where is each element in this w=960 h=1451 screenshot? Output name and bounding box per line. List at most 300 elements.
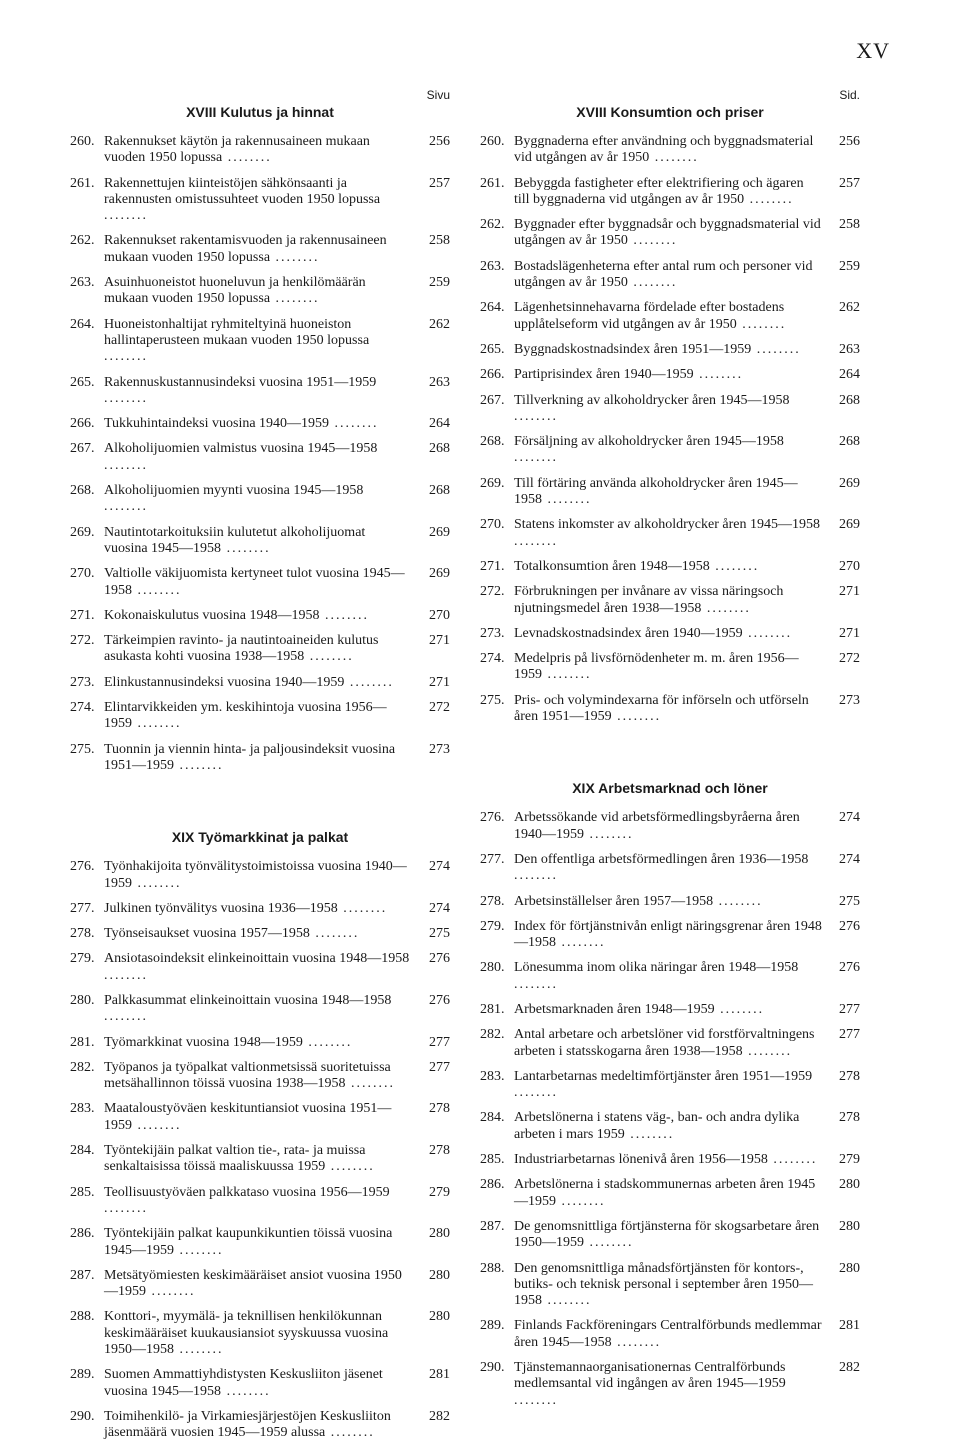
entry-body [514,476,822,509]
leader-dots: ........ [104,390,148,406]
leader-dots: ........ [270,291,320,307]
leader-dots: ........ [611,1334,662,1350]
entry-body [514,626,822,642]
toc-entry [70,901,450,917]
entry-gap [70,984,450,993]
entry-title: Byggnader efter byggnadsår och byggnadsmaterial vid utgången av år 1950 [514,217,821,249]
page-column-header: Sivu [426,88,450,102]
entry-title: Valtiolle väkijuomista kertyneet tulot vuosina 1945—1958 [104,566,405,598]
entry-gap [480,993,860,1002]
entry-body [514,919,822,952]
entry-page: 276 [839,960,860,976]
entry-number: 286. [480,1177,505,1193]
entry-page: 280 [839,1218,860,1234]
leader-dots: ........ [104,499,148,515]
entry-number: 276. [70,859,95,875]
entry-page: 264 [429,416,450,432]
entry-gap [480,1018,860,1027]
entry-gap [70,308,450,317]
entry-title: Byggnadskostnadsindex åren 1951—1959 [514,341,752,357]
entry-page: 271 [839,625,860,641]
leader-dots: ........ [742,625,793,641]
page-number: XV [856,38,890,63]
entry-number: 272. [480,584,505,600]
entry-body [514,217,822,250]
entry-title: Elinkustannusindeksi vuosina 1940—1959 [104,674,345,690]
entry-number: 286. [70,1226,95,1242]
entry-title: Lönesumma inom olika näringar åren 1948—1958 [514,960,799,976]
entry-page: 278 [429,1143,450,1159]
left-sections [70,88,450,1451]
entry-body [104,675,412,691]
entry-page: 277 [429,1034,450,1050]
entry-body [104,483,412,516]
entry-gap [480,333,860,342]
entry-number: 279. [480,918,505,934]
entry-title: Partiprisindex åren 1940—1959 [514,367,694,383]
entry-body [104,608,412,624]
entry-page: 272 [839,651,860,667]
entry-body [104,375,412,408]
entry-number: 263. [480,258,505,274]
entry-gap [480,725,860,734]
leader-dots: ........ [514,1392,558,1408]
entry-gap [70,516,450,525]
entry-title: Försäljning av alkoholdrycker åren 1945—1958 [514,434,784,450]
entry-title: Rakennuskustannusindeksi vuosina 1951—1959 [104,374,377,390]
entry-number: 285. [70,1184,95,1200]
toc-entry [480,626,860,642]
entry-body [104,566,412,599]
entry-page: 268 [429,441,450,457]
leader-dots: ........ [104,349,148,365]
entry-gap [480,1060,860,1069]
entry-body [514,517,822,550]
entry-title: Konttori-, myymälä- ja teknillisen henkilökunnan keskimääräiset kuukausiansiot syyskuussa vuosina 1950—1958 [104,1309,389,1358]
entry-page: 269 [429,524,450,540]
entry-page: 270 [839,558,860,574]
entry-gap [70,557,450,566]
toc-entry [480,259,860,292]
entry-body [514,1318,822,1351]
entry-gap [70,917,450,926]
entry-page: 269 [839,517,860,533]
entry-title: Työpanos ja työpalkat valtionmetsissä suoritetuissa metsähallinnon töissä vuosina 1938—1958 [104,1059,391,1092]
entry-title: De genomsnittliga förtjänsterna för skogsarbetare åren 1950—1959 [514,1218,820,1251]
entry-body [514,1219,822,1252]
entry-page: 276 [429,951,450,967]
leader-dots: ........ [584,1235,634,1251]
entry-body [514,259,822,292]
entry-title: Medelpris på livsförnödenheter m. m. åren 1956—1959 [514,651,799,683]
toc-entry [480,894,860,910]
toc-entry [70,134,450,167]
entry-page: 281 [839,1318,860,1334]
entry-body [514,342,822,358]
toc-entry [480,1318,860,1351]
leader-dots: ........ [319,607,369,623]
entry-number: 278. [70,926,95,942]
entry-gap [480,684,860,693]
entry-number: 265. [70,374,95,390]
toc-entry [480,342,860,358]
entry-title: Den offentliga arbetsförmedlingen åren 1936—1958 [514,851,809,867]
entry-page: 270 [429,607,450,623]
entry-title: Bostadslägenheterna efter antal rum och personer vid utgången av år 1950 [514,258,813,291]
entry-number: 264. [480,300,505,316]
entry-title: Levnadskostnadsindex åren 1940—1959 [514,625,743,641]
entry-gap [70,1259,450,1268]
entry-number: 290. [70,1408,95,1424]
leader-dots: ........ [556,1193,606,1209]
toc-entry [480,919,860,952]
leader-dots: ........ [709,558,760,574]
entry-title: Industriarbetarnas lönenivå åren 1956—1958 [514,1152,768,1168]
entry-body [514,693,822,726]
entry-title: Rakennukset rakentamisvuoden ja rakennusaineen mukaan vuoden 1950 lopussa [104,233,387,265]
entry-gap [70,1176,450,1185]
entry-page: 271 [429,674,450,690]
entry-page: 282 [839,1360,860,1376]
entry-page: 272 [429,700,450,716]
entry-gap [70,774,450,783]
entry-number: 264. [70,316,95,332]
toc-entry [70,1185,450,1218]
leader-dots: ........ [542,492,592,508]
entry-page: 273 [429,741,450,757]
toc-entry [480,1069,860,1102]
entry-gap [480,1168,860,1177]
entry-body [104,1101,412,1134]
entry-title: Julkinen työnvälitys vuosina 1936—1958 [104,900,338,916]
entry-number: 261. [480,175,505,191]
entry-gap [70,1442,450,1451]
entry-page: 282 [429,1408,450,1424]
entry-gap [70,266,450,275]
leader-dots: ........ [302,1034,353,1050]
toc-entry [480,393,860,426]
page-column-header: Sid. [839,88,860,102]
toc-entry [70,926,450,942]
leader-dots: ........ [104,1009,148,1025]
toc-entry [480,810,860,843]
entry-page: 280 [429,1226,450,1242]
entry-page: 279 [429,1184,450,1200]
entry-title: Alkoholijuomien myynti vuosina 1945—1958 [104,483,364,499]
entry-title: Työntekijäin palkat kaupunkikuntien töissä vuosina 1945—1959 [104,1226,393,1258]
entry-body [514,894,822,910]
entry-title: Työntekijäin palkat valtion tie-, rata- ja muissa senkaltaisissa töissä maaliskuussa 1959 [104,1143,366,1175]
entry-number: 273. [480,625,505,641]
entry-body [104,525,412,558]
leader-dots: ........ [714,1001,765,1017]
entry-page: 258 [429,233,450,249]
entry-number: 263. [70,275,95,291]
entry-number: 284. [70,1143,95,1159]
entry-title: Elintarvikkeiden ym. keskihintoja vuosina 1956—1959 [104,700,387,732]
entry-number: 266. [70,416,95,432]
leader-dots: ........ [611,709,662,725]
leader-dots: ........ [104,457,148,473]
entry-gap [480,1409,860,1418]
entry-page: 275 [839,893,860,909]
entry-page: 256 [839,134,860,149]
entry-number: 281. [70,1034,95,1050]
section-heading: XVIII Kulutus ja hinnat [186,104,334,120]
leader-dots: ........ [542,667,592,683]
entry-gap [70,892,450,901]
leader-dots: ........ [221,1383,271,1399]
toc-entry [480,852,860,885]
leader-dots: ........ [270,249,320,265]
entry-gap [70,733,450,742]
toc-entry [480,176,860,209]
entry-page: 264 [839,367,860,383]
entry-title: Tuonnin ja viennin hinta- ja paljousindeksit vuosina 1951—1959 [104,741,396,773]
entry-body [104,416,412,432]
entry-title: Bebyggda fastigheter efter elektrifiering och ägaren till byggnaderna vid utgången av år 1950 [514,175,804,207]
toc-entry [70,1101,450,1134]
entry-page: 268 [839,434,860,450]
entry-title: Ansiotasoindeksit elinkeinoittain vuosina 1948—1958 [104,951,410,967]
entry-page: 274 [429,900,450,916]
entry-body [104,993,412,1026]
toc-entry [480,134,860,167]
entry-number: 261. [70,175,95,191]
toc-entry [480,517,860,550]
entry-body [104,633,412,666]
entry-gap [480,575,860,584]
toc-entry [70,675,450,691]
toc-entry [70,441,450,474]
leader-dots: ........ [325,1425,375,1441]
entry-title: Statens inkomster av alkoholdrycker åren 1945—1958 [514,517,820,533]
entry-body [514,393,822,426]
entry-body [514,176,822,209]
leader-dots: ........ [514,976,558,992]
entry-body [104,1185,412,1218]
entry-title: Suomen Ammattiyhdistysten Keskusliiton jäsenet vuosina 1945—1958 [104,1367,383,1399]
entry-body [104,441,412,474]
entry-title: Förbrukningen per invånare av vissa näringsoch njutningsmedel åren 1938—1958 [514,584,784,616]
leader-dots: ........ [701,600,751,616]
entry-title: Pris- och volymindexarna för införseln och utförseln åren 1951—1959 [514,692,809,725]
entry-gap [70,474,450,483]
entry-number: 290. [480,1360,505,1376]
entry-number: 269. [70,524,95,540]
toc-entry [70,993,450,1026]
entry-number: 267. [480,392,505,408]
entry-title: Metsätyömiesten keskimääräiset ansiot vuosina 1950—1959 [104,1267,402,1300]
entry-page: 276 [839,918,860,934]
entry-gap [70,599,450,608]
leader-dots: ........ [751,341,801,357]
entry-gap [70,1092,450,1101]
entry-gap [480,951,860,960]
entry-page: 256 [429,134,450,149]
toc-entry [480,434,860,467]
leader-dots: ........ [514,868,558,884]
entry-gap [480,1309,860,1318]
entry-page: 259 [429,275,450,291]
entry-number: 289. [70,1367,95,1383]
entry-page: 275 [429,926,450,942]
toc-entry [480,300,860,333]
entry-gap [70,691,450,700]
entry-gap [480,467,860,476]
entry-title: Den genomsnittliga månadsförtjänsten för kontors-, butiks- och teknisk personal i september åren 1950—1958 [514,1260,813,1309]
entry-body [104,1060,412,1093]
toc-entry [70,525,450,558]
entry-body [514,300,822,333]
entry-page: 277 [839,1027,860,1043]
entry-body [104,1268,412,1301]
entry-gap [480,508,860,517]
toc-entry [70,375,450,408]
entry-gap [70,407,450,416]
entry-gap [70,167,450,176]
entry-title: Tjänstemannaorganisationernas Centralförbunds medlemsantal vid ingången av åren 1945—1959 [514,1360,786,1392]
entry-number: 260. [70,134,95,149]
entry-body [514,1177,822,1210]
entry-gap [70,942,450,951]
toc-entry [70,633,450,666]
section-heading: XVIII Konsumtion och priser [576,104,764,120]
leader-dots: ........ [104,208,148,224]
toc-entry [480,367,860,383]
entry-gap [70,366,450,375]
entry-page: 268 [429,483,450,499]
entry-number: 270. [480,517,505,533]
leader-dots: ........ [627,233,678,249]
entry-body [514,1069,822,1102]
toc-entry [480,584,860,617]
toc-entry [70,483,450,516]
entry-page: 269 [839,475,860,491]
entry-page: 278 [839,1068,860,1084]
leader-dots: ........ [767,1152,818,1168]
entry-title: Lägenhetsinnehavarna fördelade efter bostadens upplåtelseform vid utgången av år 1950 [514,300,785,332]
leader-dots: ........ [132,582,182,598]
entry-title: Palkkasummat elinkeinoittain vuosina 1948—1958 [104,992,392,1008]
leader-dots: ........ [344,674,394,690]
toc-entry [70,608,450,624]
entry-body [104,1226,412,1259]
entry-title: Arbetsinställelser åren 1957—1958 [514,893,714,909]
entry-page: 280 [429,1267,450,1283]
entry-body [104,1309,412,1358]
entry-page: 274 [839,810,860,826]
entry-number: 271. [70,607,95,623]
entry-gap [480,358,860,367]
entry-gap [70,1051,450,1060]
entry-page: 259 [839,258,860,274]
entry-gap [480,425,860,434]
entry-page: 280 [839,1177,860,1193]
toc-entry [70,1309,450,1358]
entry-title: Arbetslönerna i statens väg-, ban- och andra dylika arbeten i mars 1959 [514,1110,800,1142]
entry-title: Finlands Fackföreningars Centralförbunds medlemmar åren 1945—1958 [514,1318,822,1350]
leader-dots: ........ [627,275,678,291]
entry-number: 275. [480,692,505,708]
entry-page: 279 [839,1152,860,1168]
entry-body [514,1110,822,1143]
entry-title: Rakennettujen kiinteistöjen sähkönsaanti ja rakennusten omistussuhteet vuoden 1950 lopussa [104,175,381,207]
toc-entry [480,1360,860,1409]
toc-entry [70,951,450,984]
entry-title: Teollisuustyöväen palkkataso vuosina 1956—1959 [104,1184,390,1200]
leader-dots: ........ [345,1076,395,1092]
leader-dots: ........ [624,1126,675,1142]
leader-dots: ........ [514,408,558,424]
entry-number: 283. [70,1101,95,1117]
entry-title: Index för förtjänstnivån enligt näringsgrenar åren 1948—1958 [514,918,822,951]
entry-number: 288. [480,1260,505,1276]
entry-title: Nautintotarkoituksiin kulutetut alkoholijuomat vuosina 1945—1958 [104,524,366,556]
entry-gap [480,885,860,894]
entry-number: 284. [480,1110,505,1126]
entry-body [514,852,822,885]
entry-gap [70,666,450,675]
entry-page: 276 [429,992,450,1008]
leader-dots: ........ [693,367,744,383]
entry-page: 263 [839,341,860,357]
entry-number: 278. [480,893,505,909]
entry-gap [70,1400,450,1409]
leader-dots: ........ [329,416,379,432]
toc-entry [70,566,450,599]
entry-page: 277 [429,1059,450,1075]
toc-entry [70,1143,450,1176]
entry-title: Arbetssökande vid arbetsförmedlingsbyråerna åren 1940—1959 [514,810,800,842]
toc-entry [480,559,860,575]
entry-number: 273. [70,674,95,690]
entry-title: Totalkonsumtion åren 1948—1958 [514,558,710,574]
toc-entry [480,1152,860,1168]
entry-number: 272. [70,633,95,649]
entry-number: 287. [480,1218,505,1234]
leader-dots: ........ [132,716,182,732]
entry-body [104,859,412,892]
entry-number: 274. [480,651,505,667]
entry-body [104,926,412,942]
entry-page: 257 [839,175,860,191]
entry-body [514,1261,822,1310]
entry-number: 276. [480,810,505,826]
entry-page: 274 [429,859,450,875]
entry-number: 288. [70,1309,95,1325]
right-sections [480,88,860,1418]
entry-number: 280. [480,960,505,976]
entry-number: 277. [70,900,95,916]
entry-title: Arbetslönerna i stadskommunernas arbeten åren 1945—1959 [514,1177,816,1209]
entry-number: 270. [70,566,95,582]
leader-dots: ........ [649,150,699,166]
section-heading: XIX Arbetsmarknad och löner [572,780,768,797]
entry-number: 265. [480,341,505,357]
leader-dots: ........ [104,967,148,983]
leader-dots: ........ [174,1242,224,1258]
entry-page: 258 [839,217,860,233]
leader-dots: ........ [556,935,606,951]
entry-gap [480,167,860,176]
entry-title: Tukkuhintaindeksi vuosina 1940—1959 [104,416,330,432]
entry-page: 271 [429,633,450,649]
entry-title: Alkoholijuomien valmistus vuosina 1945—1958 [104,441,378,457]
entry-gap [480,384,860,393]
toc-entry [480,1110,860,1143]
leader-dots: ........ [132,1117,182,1133]
